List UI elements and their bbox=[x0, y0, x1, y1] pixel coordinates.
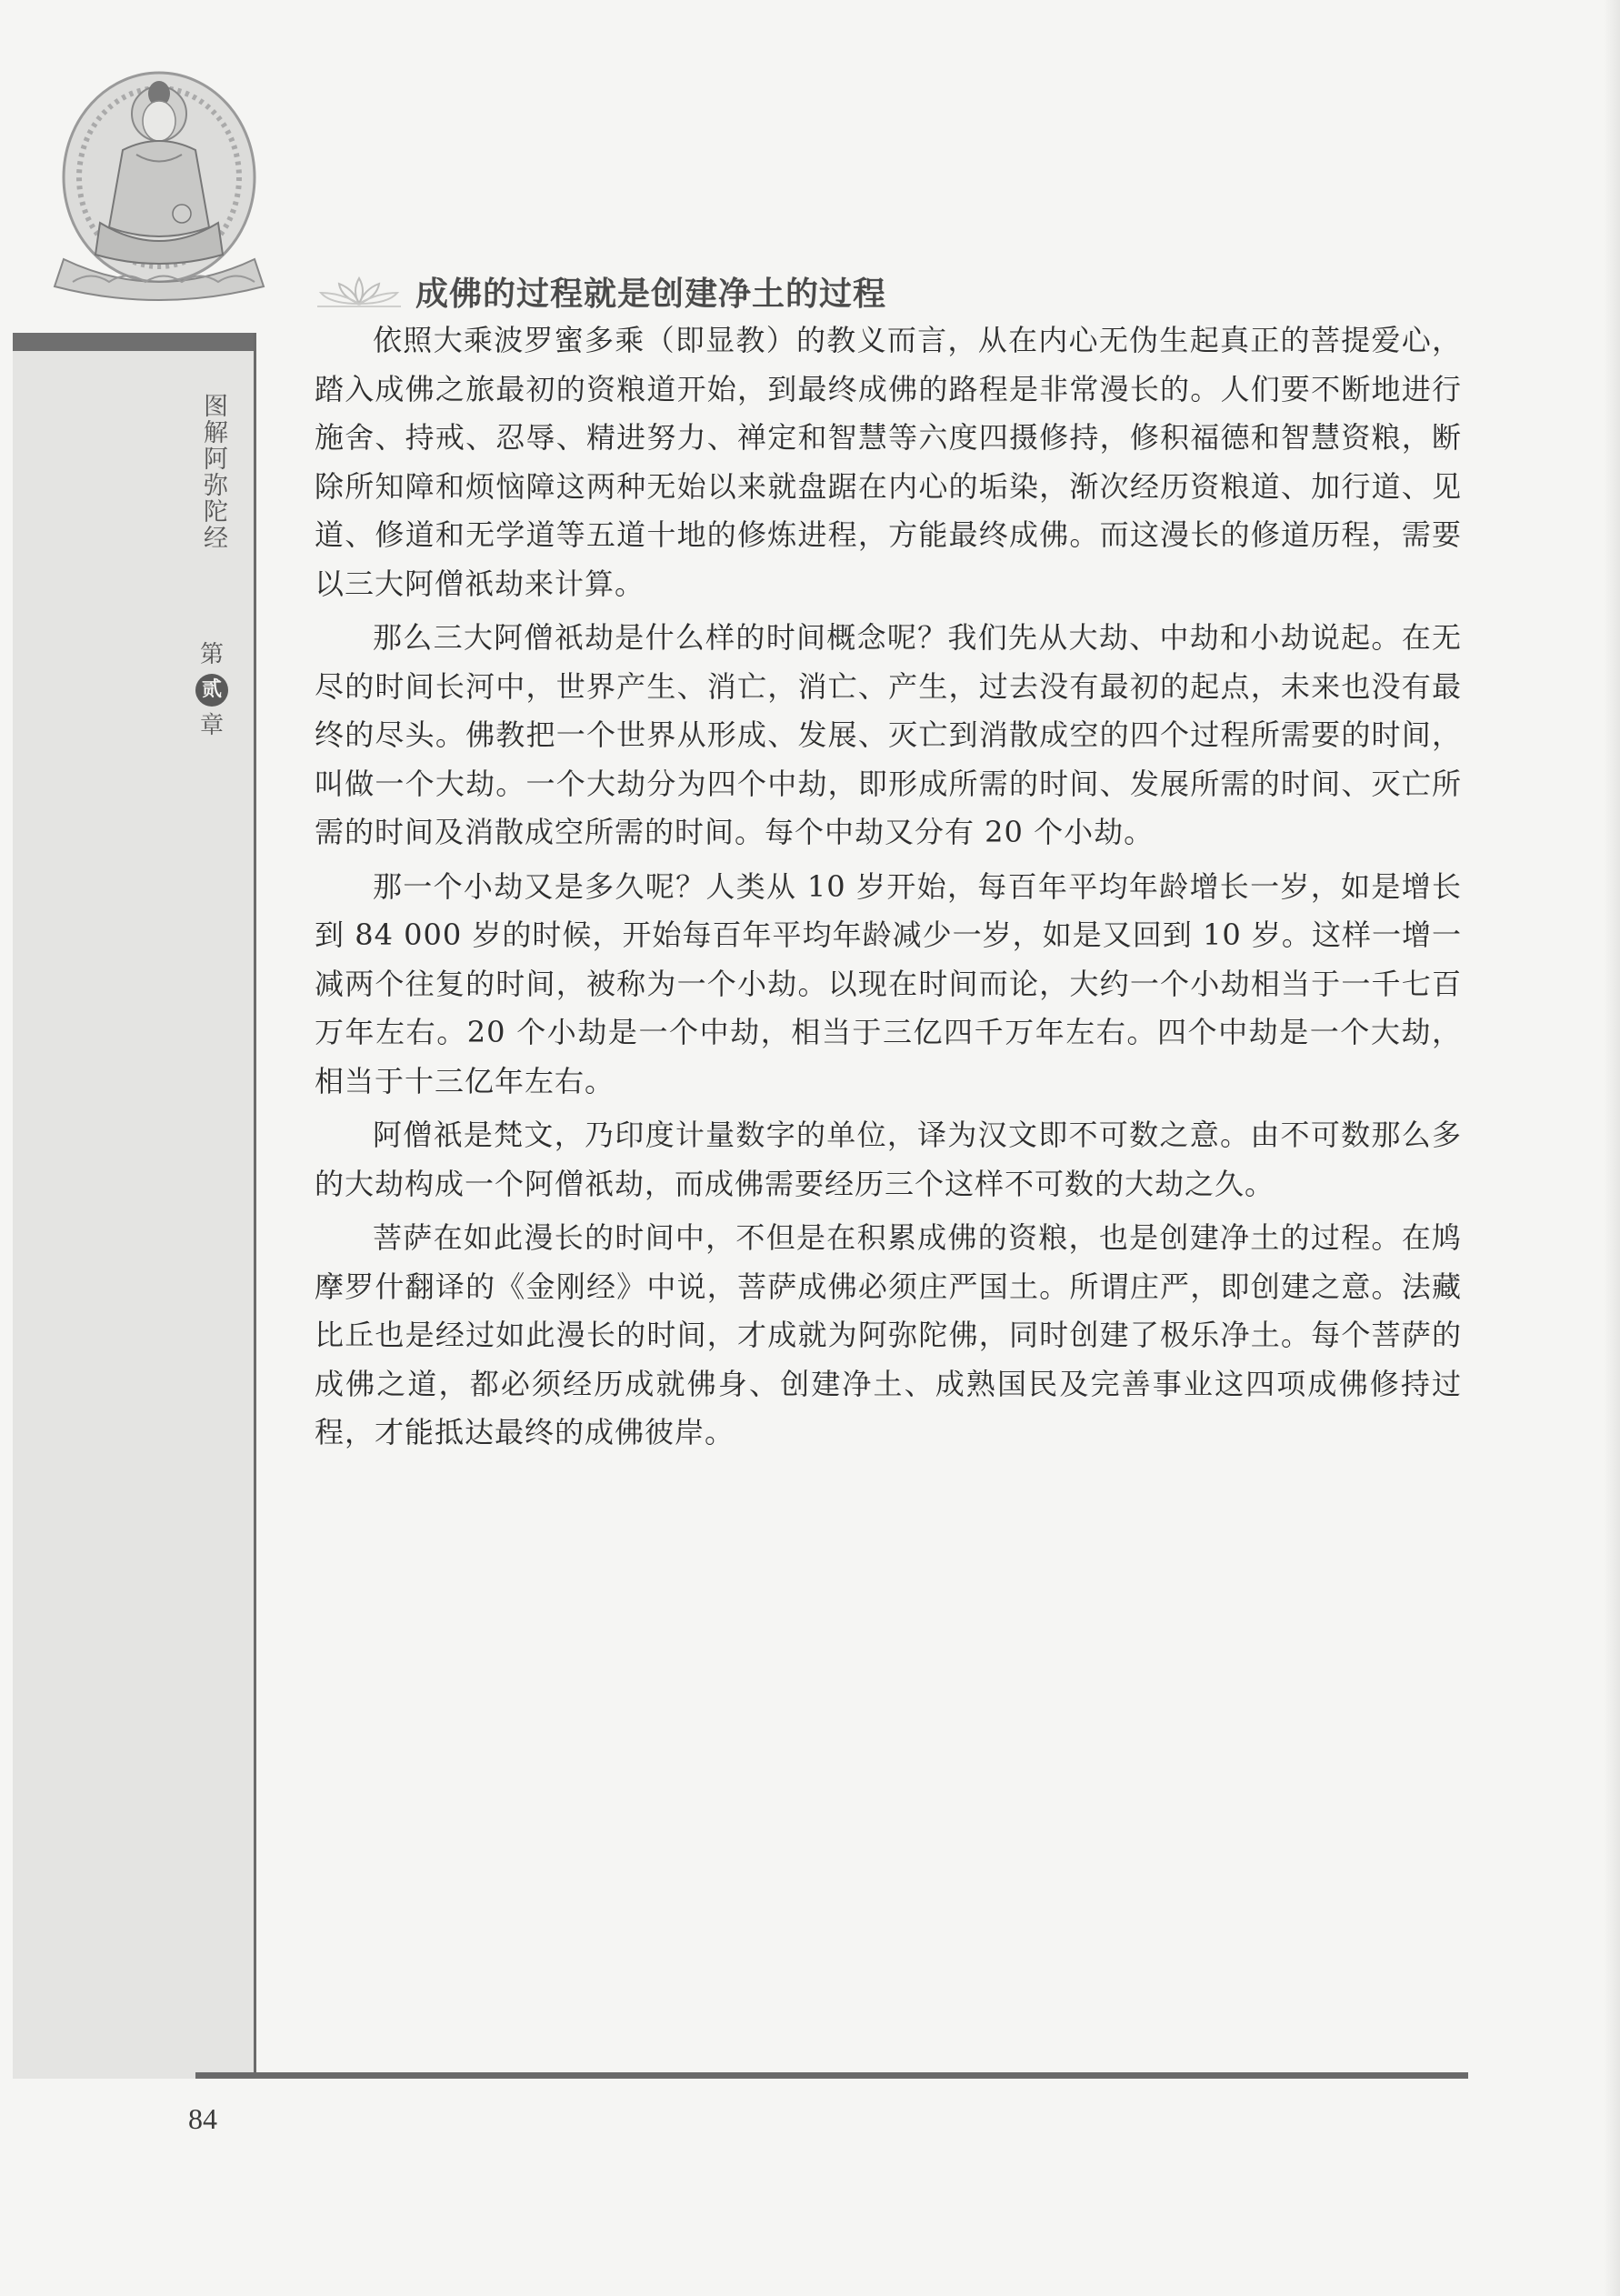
chapter-suffix: 章 bbox=[199, 712, 224, 739]
paragraph: 那么三大阿僧祇劫是什么样的时间概念呢？我们先从大劫、中劫和小劫说起。在无尽的时间长河中，世界产生、消亡，消亡、产生，过去没有最初的起点，未来也没有最终的尽头。佛教把一个世界从形成、发展、灭亡到消散成空的四个过程所需要的时间，叫做一个大劫。一个大劫分为四个中劫，即形成所需的时间、发展所需的时间、灭亡所需的时间及消散成空所需的时间。每个中劫又分有 20 个小劫。 bbox=[315, 620, 1462, 849]
paragraph: 菩萨在如此漫长的时间中，不但是在积累成佛的资粮，也是创建净土的过程。在鸠摩罗什翻译的《金刚经》中说，菩萨成佛必须庄严国土。所谓庄严，即创建之意。法藏比丘也是经过如此漫长的时间，才成就为阿弥陀佛，同时创建了极乐净土。每个菩萨的成佛之道，都必须经历成就佛身、创建净土、成熟国民及完善事业这四项成佛修持过程，才能抵达最终的成佛彼岸。 bbox=[315, 1220, 1462, 1449]
page-number: 84 bbox=[188, 2102, 217, 2135]
paragraph: 依照大乘波罗蜜多乘（即显教）的教义而言，从在内心无伪生起真正的菩提爱心，踏入成佛之旅最初的资粮道开始，到最终成佛的路程是非常漫长的。人们要不断地进行施舍、持戒、忍辱、精进努力、禅定和智慧等六度四摄修持，修积福德和智慧资粮，断除所知障和烦恼障这两种无始以来就盘踞在内心的垢染，渐次经历资粮道、加行道、见道、修道和无学道等五道十地的修炼进程，方能最终成佛。而这漫长的修道历程，需要以三大阿僧祇劫来计算。 bbox=[315, 323, 1462, 601]
paragraph: 那一个小劫又是多久呢？人类从 10 岁开始，每百年平均年龄增长一岁，如是增长到 84 000 岁的时候，开始每百年平均年龄减少一岁，如是又回到 10 岁。这样一增一减两个往复的时间，被称为一个小劫。以现在时间而论，大约一个小劫相当于一千七百万年左右。20 个小劫是一个中劫，相当于三亿四千万年左右。四个中劫是一个大劫，相当于十三亿年左右。 bbox=[315, 868, 1462, 1098]
page-edge-shadow bbox=[1604, 0, 1620, 2296]
body-text bbox=[315, 316, 1462, 1463]
chapter-number-badge: 贰 bbox=[195, 674, 228, 707]
side-bar-top-rule bbox=[13, 333, 254, 351]
section-heading: 成佛的过程就是创建净土的过程 bbox=[415, 275, 887, 313]
side-margin-bar bbox=[13, 333, 256, 2079]
chapter-label bbox=[194, 638, 230, 742]
footer-rule bbox=[195, 2072, 1468, 2079]
lotus-icon bbox=[314, 273, 405, 309]
section-heading-row bbox=[314, 264, 886, 318]
chapter-prefix: 第 bbox=[199, 641, 224, 668]
running-book-title: 图解阿弥陀经 bbox=[199, 393, 227, 551]
paragraph: 阿僧祇是梵文，乃印度计量数字的单位，译为汉文即不可数之意。由不可数那么多的大劫构成一个阿僧祇劫，而成佛需要经历三个这样不可数的大劫之久。 bbox=[315, 1118, 1462, 1201]
buddha-illustration bbox=[36, 68, 282, 318]
